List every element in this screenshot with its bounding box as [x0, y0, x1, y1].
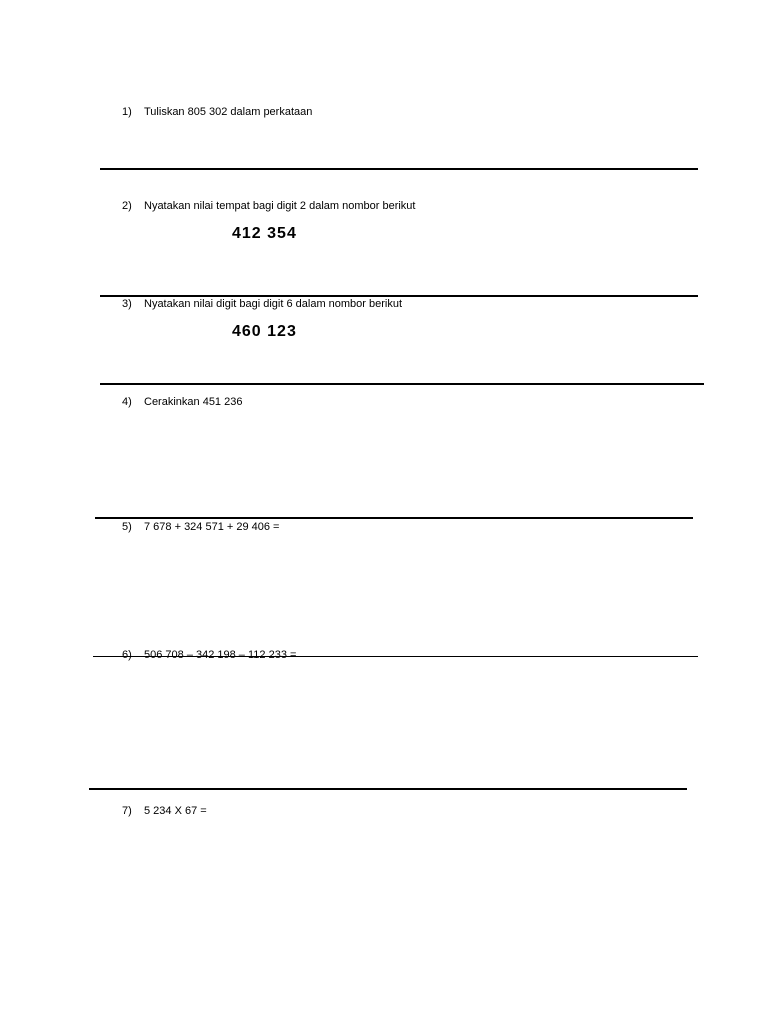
question-3: [122, 298, 402, 311]
divider-line: [100, 168, 698, 170]
question-text: Nyatakan nilai digit bagi digit 6 dalam nombor berikut: [144, 298, 403, 310]
question-5: [122, 521, 280, 534]
question-text: 506 708 – 342 198 – 112 233 =: [144, 649, 297, 661]
divider-line: [89, 788, 687, 790]
question-1: [122, 106, 312, 119]
question-text: Cerakinkan 451 236: [144, 396, 243, 408]
question-2-number-figure: 412 354: [232, 225, 297, 242]
divider-line: [100, 383, 704, 385]
question-text: Tuliskan 805 302 dalam perkataan: [144, 106, 313, 118]
question-text: 5 234 X 67 =: [144, 805, 207, 817]
question-number: 5): [122, 521, 132, 533]
divider-line: [100, 295, 698, 297]
divider-line: [93, 656, 698, 657]
question-3-number-figure: 460 123: [232, 323, 297, 340]
question-number: 6): [122, 649, 132, 661]
question-number: 2): [122, 200, 132, 212]
question-number: 1): [122, 106, 132, 118]
question-number: 7): [122, 805, 132, 817]
question-7: [122, 805, 207, 818]
question-4: [122, 396, 242, 409]
question-text: 7 678 + 324 571 + 29 406 =: [144, 521, 280, 533]
question-2: [122, 200, 415, 213]
question-text: Nyatakan nilai tempat bagi digit 2 dalam nombor berikut: [144, 200, 416, 212]
question-number: 4): [122, 396, 132, 408]
question-number: 3): [122, 298, 132, 310]
divider-line: [95, 517, 693, 519]
